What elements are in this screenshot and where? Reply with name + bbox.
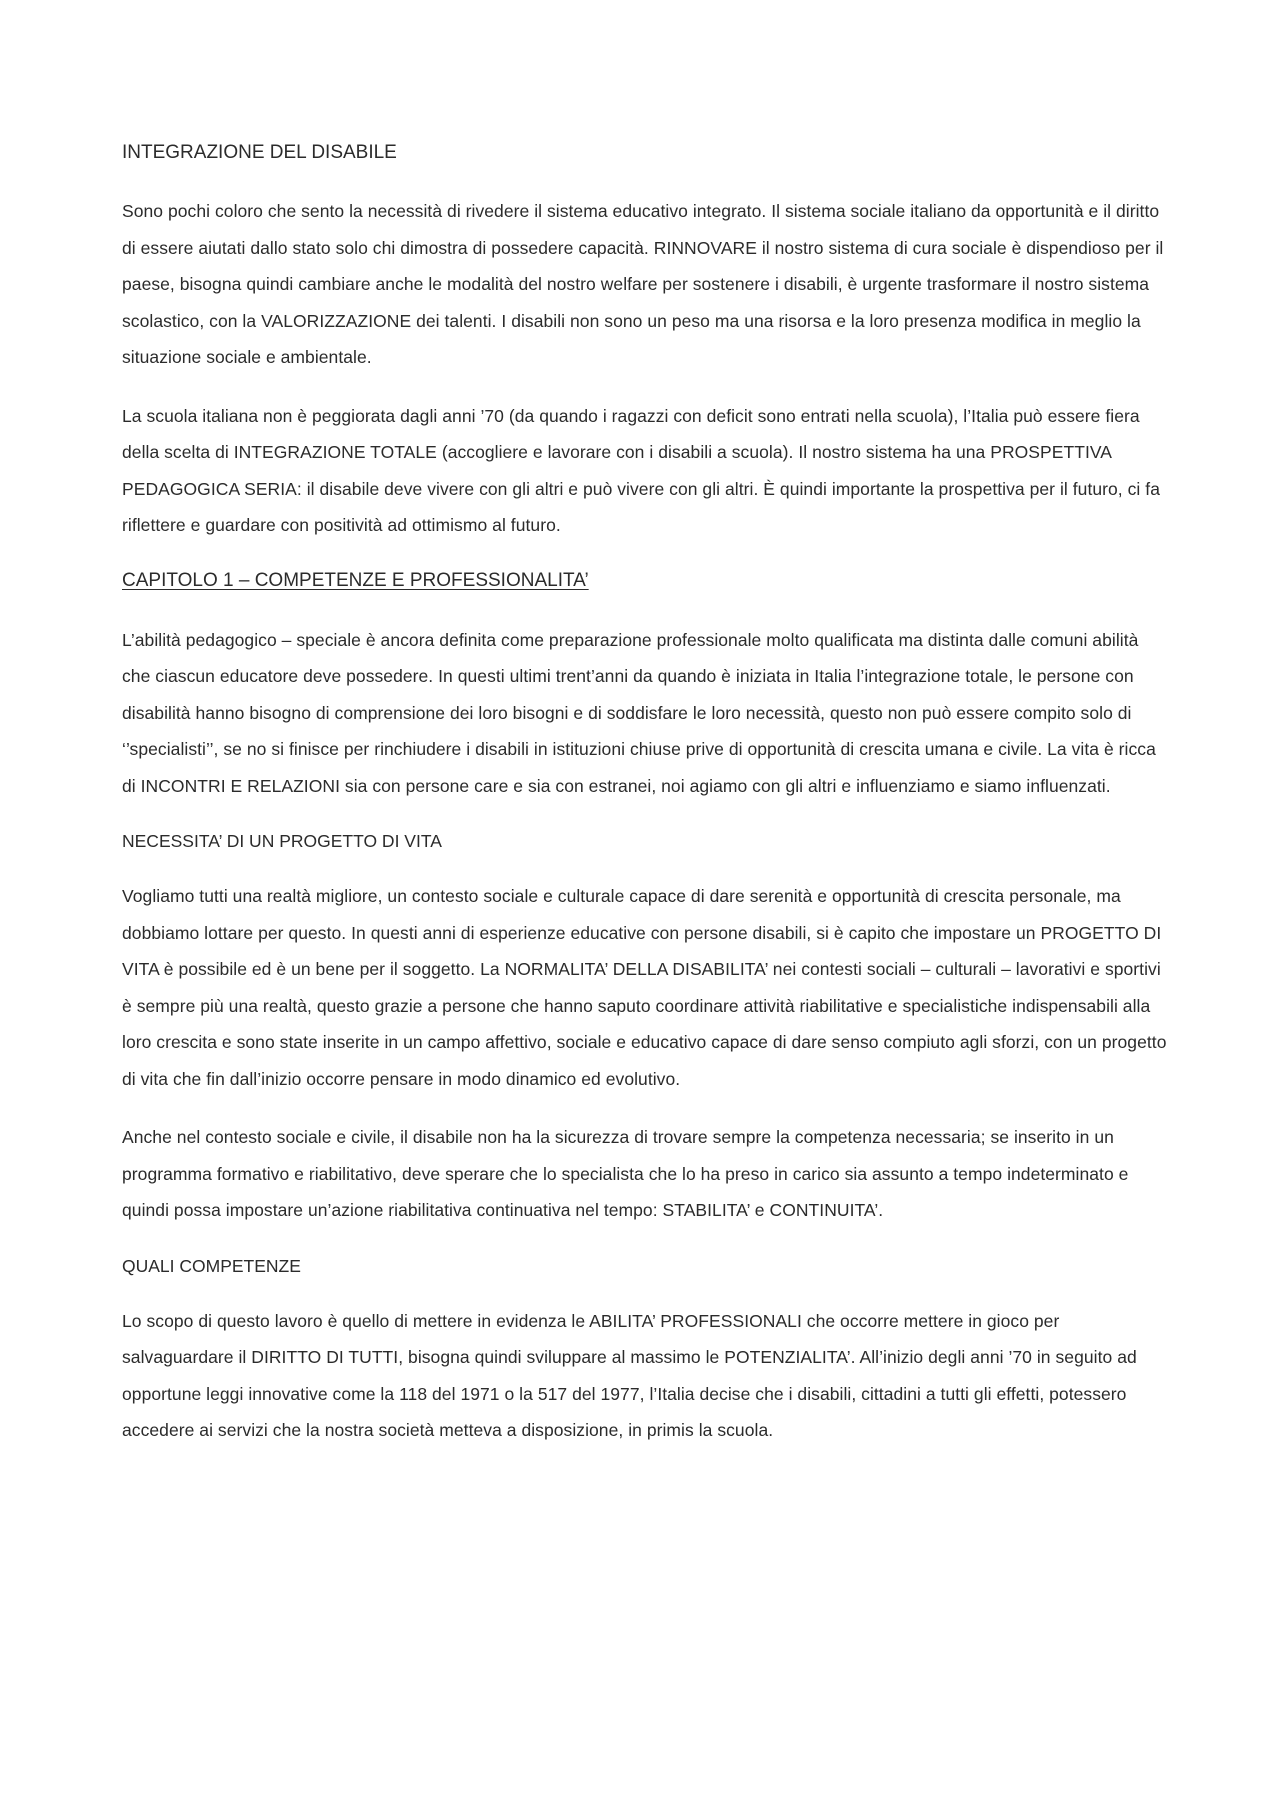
- intro-paragraph: Sono pochi coloro che sento la necessità di rivedere il sistema educativo integrato. Il sistema sociale italiano da opportunità e il diritto di essere aiutati dallo stato solo chi dimostra di possedere capacità. RINNOVARE il nostro sistema di cura sociale è dispendioso per il paese, bisogna quindi cambiare anche le modalità del nostro welfare per sostenere i disabili, è urgente trasformare il nostro sistema scolastico, con la VALORIZZAZIONE dei talenti. I disabili non sono un peso ma una risorsa e la loro presenza modifica in meglio la situazione sociale e ambientale.: [122, 201, 1164, 367]
- intro-paragraph: La scuola italiana non è peggiorata dagli anni ’70 (da quando i ragazzi con deficit sono entrati nella scuola), l’Italia può essere fiera della scelta di INTEGRAZIONE TOTALE (accogliere e lavorare con i disabili a scuola). Il nostro sistema ha una PROSPETTIVA PEDAGOGICA SERIA: il disabile deve vivere con gli altri e può vivere con gli altri. È quindi importante la prospettiva per il futuro, ci fa riflettere e guardare con positività ad ottimismo al futuro.: [122, 405, 1160, 535]
- section-paragraph: Anche nel contesto sociale e civile, il disabile non ha la sicurezza di trovare sempre la competenza necessaria; se inserito in un programma formativo e riabilitativo, deve sperare che lo specialista che lo ha preso in carico sia assunto a tempo indeterminato e quindi possa impostare un’azione riabilitativa continuativa nel tempo: STABILITA’ e CONTINUITA’.: [122, 1127, 1129, 1220]
- section-heading-progetto-di-vita: NECESSITA’ DI UN PROGETTO DI VITA: [122, 831, 442, 851]
- chapter-title: CAPITOLO 1 – COMPETENZE E PROFESSIONALITA’: [122, 569, 589, 591]
- chapter-paragraph: L’abilità pedagogico – speciale è ancora definita come preparazione professionale molto qualificata ma distinta dalle comuni abilità che ciascun educatore deve possedere. In questi ultimi trent’anni da quando è iniziata in Italia l’integrazione totale, le persone con disabilità hanno bisogno di comprensione dei loro bisogni e di soddisfare le loro necessità, questo non può essere compito solo di ‘’specialisti’’, se no si finisce per rinchiudere i disabili in istituzioni chiuse prive di opportunità di crescita umana e civile. La vita è ricca di INCONTRI E RELAZIONI sia con persone care e sia con estranei, noi agiamo con gli altri e influenziamo e siamo influenzati.: [122, 629, 1156, 796]
- document-title: INTEGRAZIONE DEL DISABILE: [122, 142, 397, 163]
- section-heading-quali-competenze: QUALI COMPETENZE: [122, 1255, 301, 1276]
- section-paragraph: Vogliamo tutti una realtà migliore, un contesto sociale e culturale capace di dare serenità e opportunità di crescita personale, ma dobbiamo lottare per questo. In questi anni di esperienze educative con persone disabili, si è capito che impostare un PROGETTO DI VITA è possibile ed è un bene per il soggetto. La NORMALITA’ DELLA DISABILITA’ nei contesti sociali – culturali – lavorativi e sportivi è sempre più una realtà, questo grazie a persone che hanno saputo coordinare attività riabilitative e specialistiche indispensabili alla loro crescita e sono state inserite in un campo affettivo, sociale e educativo capace di dare senso compiuto agli sforzi, con un progetto di vita che fin dall’inizio occorre pensare in modo dinamico ed evolutivo.: [122, 886, 1167, 1089]
- document-page: [122, 140, 1170, 1471]
- section-paragraph: Lo scopo di questo lavoro è quello di mettere in evidenza le ABILITA’ PROFESSIONALI che occorre mettere in gioco per salvaguardare il DIRITTO DI TUTTI, bisogna quindi sviluppare al massimo le POTENZIALITA’. All’inizio degli anni ’70 in seguito ad opportune leggi innovative come la 118 del 1971 o la 517 del 1977, l’Italia decise che i disabili, cittadini a tutti gli effetti, potessero accedere ai servizi che la nostra società metteva a disposizione, in primis la scuola.: [122, 1310, 1137, 1440]
